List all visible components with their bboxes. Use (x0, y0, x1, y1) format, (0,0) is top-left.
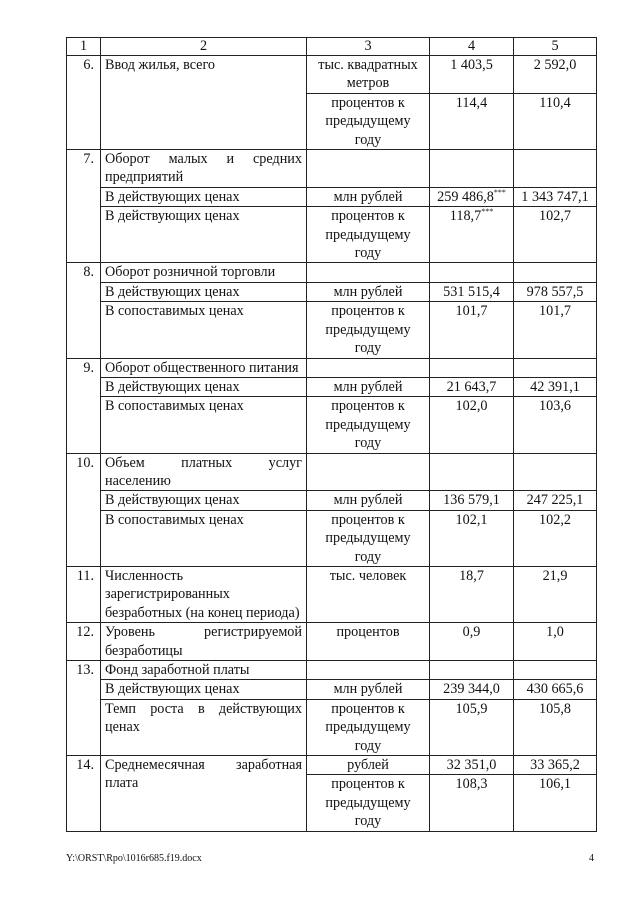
indicator-name: В действующих ценах (101, 377, 307, 396)
value-col4 (430, 56, 514, 94)
value-col4-text: 32 351,0 (446, 757, 497, 774)
value-col4 (430, 377, 514, 396)
value-col4 (430, 661, 514, 680)
value-col4-text: 114,4 (455, 94, 488, 111)
header-cell: 2 (101, 38, 307, 56)
table-row (67, 263, 597, 282)
value-col4-text: 18,7 (459, 567, 484, 584)
table-row (67, 187, 597, 206)
unit-cell (307, 263, 430, 282)
value-col4 (430, 680, 514, 699)
indicator-name: В действующих ценах (101, 187, 307, 206)
value-col4-text: 101,7 (455, 303, 488, 320)
value-col4-text: 118,7 (449, 208, 482, 225)
indicator-name: Объем платных услуг населению (101, 453, 307, 491)
value-col5: 247 225,1 (514, 491, 597, 510)
indicator-name: В сопоставимых ценах (101, 302, 307, 358)
value-col4 (430, 207, 514, 263)
value-col5: 105,8 (514, 699, 597, 755)
value-col4 (430, 263, 514, 282)
value-col5: 21,9 (514, 566, 597, 622)
value-col4 (430, 397, 514, 453)
indicator-name: Среднемесячная заработная плата (101, 756, 307, 832)
value-col4-text: 531 515,4 (443, 283, 500, 300)
page-number: 4 (589, 853, 594, 864)
indicator-name: Темп роста в действующих ценах (101, 699, 307, 755)
unit-cell: млн рублей (307, 680, 430, 699)
indicator-name: Численность зарегистрированных безработных (на конец периода) (101, 566, 307, 622)
table-row (67, 756, 597, 775)
table-row (67, 510, 597, 566)
value-col5 (514, 358, 597, 377)
row-number: 7. (67, 150, 101, 263)
unit-cell: рублей (307, 756, 430, 775)
value-col5: 1,0 (514, 623, 597, 661)
table-row (67, 207, 597, 263)
indicator-name: В действующих ценах (101, 680, 307, 699)
row-number: 14. (67, 756, 101, 832)
value-col4 (430, 358, 514, 377)
unit-cell: тыс. человек (307, 566, 430, 622)
header-cell: 1 (67, 38, 101, 56)
indicator-name: Оборот розничной торговли (101, 263, 307, 282)
value-col5: 110,4 (514, 93, 597, 149)
unit-cell: процентов к предыдущему году (307, 510, 430, 566)
indicator-name: Оборот общественного питания (101, 358, 307, 377)
footnote-mark: *** (481, 207, 494, 217)
value-col4 (430, 623, 514, 661)
unit-cell: процентов к предыдущему году (307, 775, 430, 831)
value-col5 (514, 263, 597, 282)
row-number: 11. (67, 566, 101, 622)
value-col5: 42 391,1 (514, 377, 597, 396)
value-col5: 101,7 (514, 302, 597, 358)
table-row (67, 623, 597, 661)
value-col5: 102,7 (514, 207, 597, 263)
unit-cell: процентов к предыдущему году (307, 93, 430, 149)
unit-cell (307, 358, 430, 377)
value-col4 (430, 302, 514, 358)
header-cell: 5 (514, 38, 597, 56)
indicator-name: Фонд заработной платы (101, 661, 307, 680)
table-row (67, 150, 597, 188)
table-row (67, 302, 597, 358)
unit-cell: процентов к предыдущему году (307, 699, 430, 755)
value-col5: 978 557,5 (514, 282, 597, 301)
table-row (67, 699, 597, 755)
value-col4-text: 108,3 (455, 776, 488, 793)
indicator-name: Оборот малых и средних предприятий (101, 150, 307, 188)
row-number: 6. (67, 56, 101, 150)
value-col5 (514, 150, 597, 188)
value-col4 (430, 566, 514, 622)
value-col5: 1 343 747,1 (514, 187, 597, 206)
unit-cell: процентов к предыдущему году (307, 302, 430, 358)
table-row (67, 491, 597, 510)
table-row (67, 661, 597, 680)
unit-cell: процентов (307, 623, 430, 661)
value-col4 (430, 756, 514, 775)
value-col5: 103,6 (514, 397, 597, 453)
value-col4-text: 1 403,5 (450, 57, 493, 73)
value-col4 (430, 453, 514, 491)
value-col5: 2 592,0 (514, 56, 597, 94)
row-number: 9. (67, 358, 101, 453)
file-path: Y:\ORST\Rpo\1016r685.f19.docx (66, 853, 202, 864)
table-row (67, 453, 597, 491)
value-col4 (430, 699, 514, 755)
row-number: 12. (67, 623, 101, 661)
indicator-name: В сопоставимых ценах (101, 510, 307, 566)
indicator-name: В действующих ценах (101, 491, 307, 510)
value-col4 (430, 510, 514, 566)
table-row (67, 680, 597, 699)
value-col4-text: 102,1 (455, 511, 488, 528)
indicator-name: В действующих ценах (101, 282, 307, 301)
table-row (67, 397, 597, 453)
value-col5: 33 365,2 (514, 756, 597, 775)
value-col4 (430, 491, 514, 510)
header-cell: 4 (430, 38, 514, 56)
value-col5: 102,2 (514, 510, 597, 566)
value-col4 (430, 187, 514, 206)
table-body (67, 56, 597, 832)
value-col4 (430, 282, 514, 301)
value-col5 (514, 453, 597, 491)
indicator-name: В действующих ценах (101, 207, 307, 263)
table-row (67, 358, 597, 377)
value-col4 (430, 775, 514, 831)
unit-cell: млн рублей (307, 282, 430, 301)
value-col4-text: 259 486,8 (437, 188, 494, 205)
value-col4-text: 105,9 (455, 700, 488, 717)
value-col4-text: 21 643,7 (446, 378, 497, 395)
value-col5: 106,1 (514, 775, 597, 831)
table-header-row (67, 38, 597, 56)
row-number: 10. (67, 453, 101, 566)
unit-cell: процентов к предыдущему году (307, 207, 430, 263)
table-row (67, 566, 597, 622)
unit-cell: млн рублей (307, 187, 430, 206)
value-col4 (430, 93, 514, 149)
table-row (67, 56, 597, 94)
table-row (67, 377, 597, 396)
indicator-name: В сопоставимых ценах (101, 397, 307, 453)
unit-cell: млн рублей (307, 491, 430, 510)
value-col4-text: 0,9 (462, 624, 481, 641)
unit-cell: процентов к предыдущему году (307, 397, 430, 453)
unit-cell (307, 661, 430, 680)
header-cell: 3 (307, 38, 430, 56)
value-col4 (430, 150, 514, 188)
value-col5: 430 665,6 (514, 680, 597, 699)
value-col4-text: 102,0 (455, 398, 488, 415)
value-col4-text: 239 344,0 (443, 681, 500, 698)
indicator-name: Ввод жилья, всего (101, 56, 307, 150)
unit-cell (307, 150, 430, 188)
table-row (67, 282, 597, 301)
indicators-table (66, 37, 597, 832)
footnote-mark: *** (493, 187, 506, 197)
indicator-name: Уровень регистрируемой безработицы (101, 623, 307, 661)
row-number: 13. (67, 661, 101, 756)
unit-cell (307, 453, 430, 491)
row-number: 8. (67, 263, 101, 358)
value-col4-text: 136 579,1 (443, 492, 500, 509)
value-col5 (514, 661, 597, 680)
unit-cell: млн рублей (307, 377, 430, 396)
unit-cell: тыс. квадратных метров (307, 56, 430, 94)
